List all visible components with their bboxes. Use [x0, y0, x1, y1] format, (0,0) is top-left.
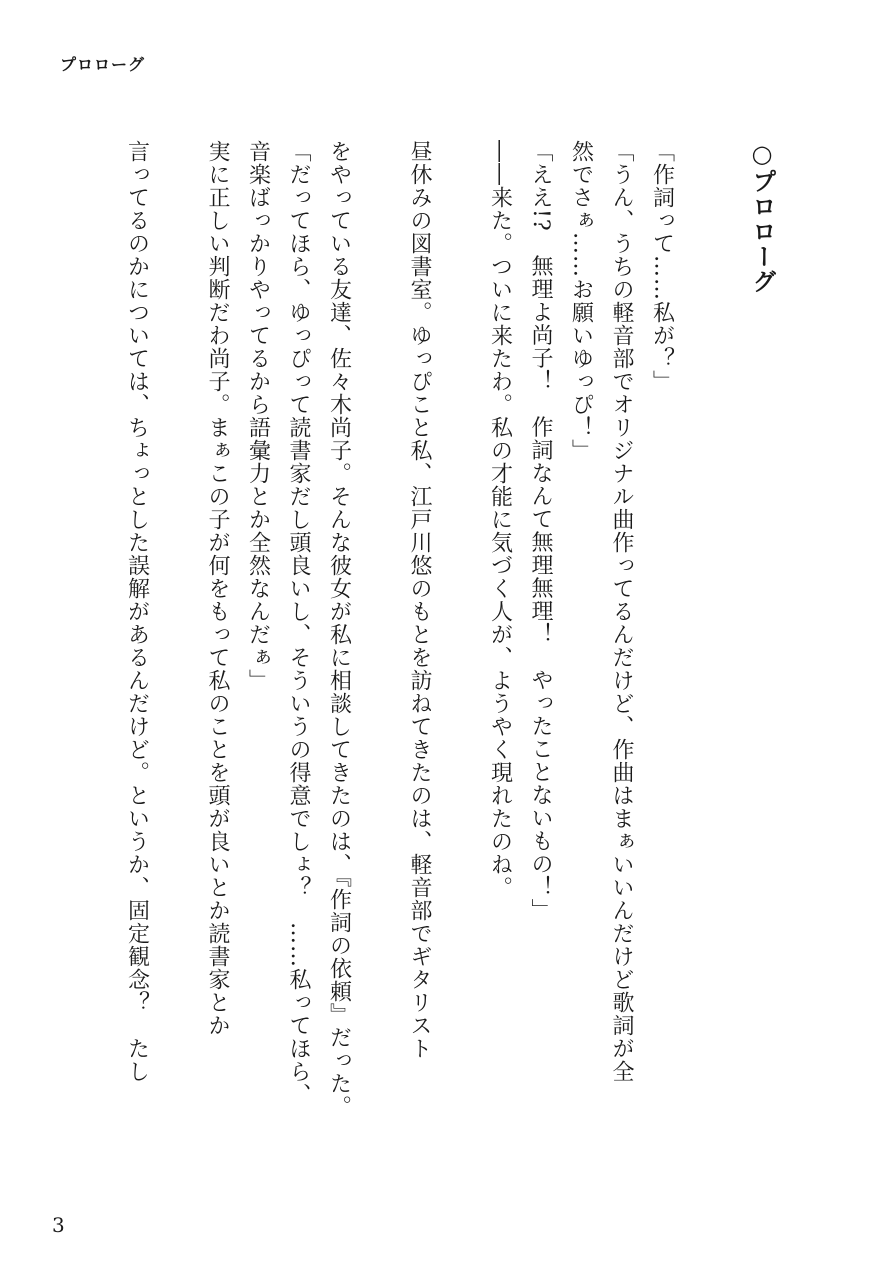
text-line: 音楽ばっかりやってるから語彙力とか全然なんだぁ」 — [245, 140, 271, 692]
text-line: 言ってるのかについては、ちょっとした誤解があるんだけど。というか、固定観念？ たし — [124, 140, 150, 1083]
vertical-body-text — [116, 140, 782, 1140]
text-line: 「作詞って……私が？」 — [649, 140, 675, 393]
running-head: プロローグ — [60, 55, 146, 74]
text-line: 「うん、うちの軽音部でオリジナル曲作ってるんだけど、作曲はまぁいいんだけど歌詞が全 — [609, 140, 634, 1083]
text-line: 昼休みの図書室。ゆっぴこと私、江戸川悠のもとを訪ねてきたのは、軽音部でギタリスト — [407, 140, 432, 1060]
page-number: 3 — [52, 1213, 65, 1237]
text-line: 然でさぁ……お願いゆっぴ！」 — [568, 140, 594, 462]
text-line: をやっている友達、佐々木尚子。そんな彼女が私に相談してきたのは、『作詞の依頼』だった。 — [326, 140, 352, 1118]
text-line: 実に正しい判断だわ尚子。まぁこの子が何をもって私のことを頭が良いとか読書家とか — [205, 140, 230, 1037]
text-line: ――来た。ついに来たわ。私の才能に気づく人が、ようやく現れたのね。 — [487, 140, 513, 899]
text-line: 「だってほら、ゆっぴって読書家だし頭良いし、そういうの得意でしょ？ ……私ってほら、 — [286, 140, 311, 1106]
chapter-title: ○プロローグ — [748, 140, 776, 294]
text-line: 「ええ!? 無理よ尚子！ 作詞なんて無理無理！ やったことないもの！」 — [528, 140, 553, 922]
